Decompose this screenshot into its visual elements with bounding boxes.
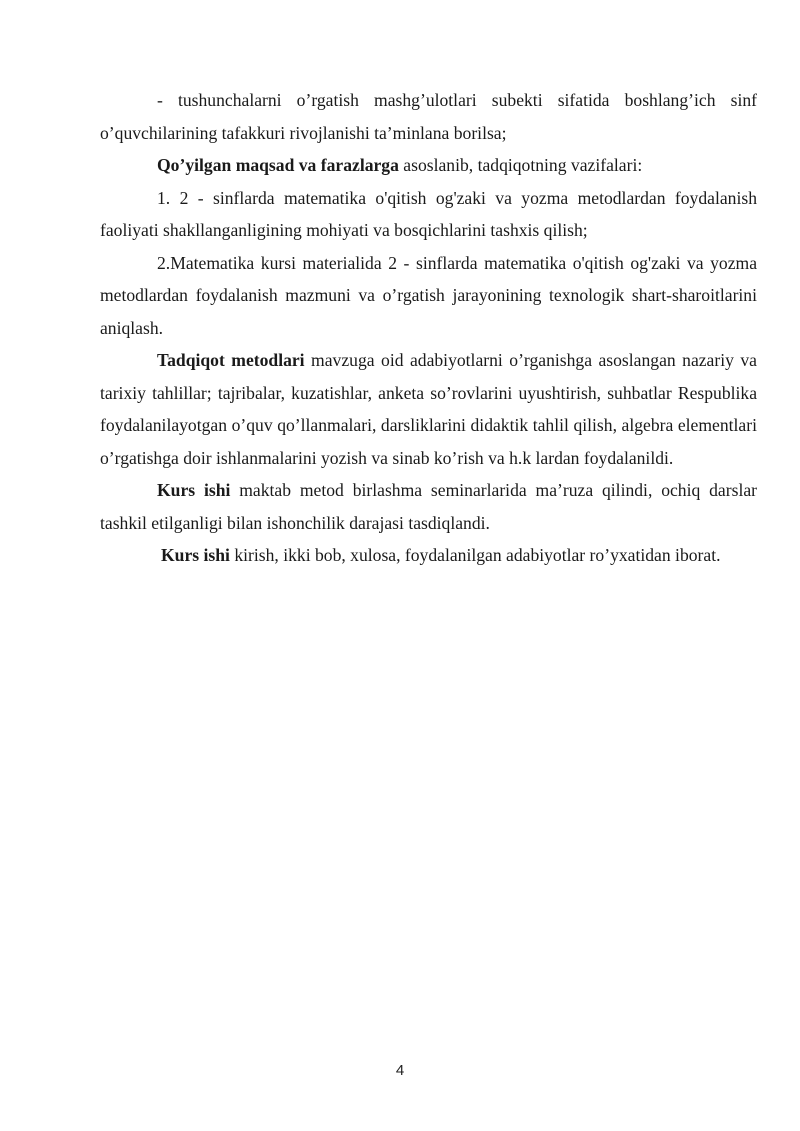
paragraph-bold-lead: Tadqiqot metodlari	[157, 350, 305, 370]
paragraph-bold-lead: Kurs ishi	[161, 545, 230, 565]
page-number: 4	[395, 1062, 405, 1079]
paragraph-research-methods	[100, 344, 757, 474]
document-body	[100, 84, 757, 572]
paragraph-text: kirish, ikki bob, xulosa, foydalanilgan adabiyotlar ro’yxatidan iborat.	[229, 545, 721, 565]
paragraph-approbation	[100, 474, 757, 539]
paragraph-text: asoslanib, tadqiqotning vazifalari:	[398, 155, 643, 175]
paragraph-tasks-intro	[100, 149, 757, 182]
paragraph-text: maktab metod birlashma seminarlarida ma’ruza qilindi, ochiq darslar tashkil etilganligi bilan ishonchilik darajasi tasdiqlandi.	[100, 480, 757, 533]
paragraph-hypothesis-item	[100, 84, 757, 149]
paragraph-bold-lead: Qo’yilgan maqsad va farazlarga	[157, 155, 399, 175]
paragraph-text: mavzuga oid adabiyotlarni o’rganishga asoslangan nazariy va tarixiy tahlillar; tajribalar, kuzatishlar, anketa so’rovlarini uyushtirish, suhbatlar Respublika foydalanilayotgan o’quv qo’llanmalari, darsliklarini didaktik tahlil qilish, algebra elementlari o’rgatishga doir ishlanmalarini yozish va sinab ko’rish va h.k lardan foydalanildi.	[100, 350, 757, 468]
paragraph-text: - tushunchalarni o’rgatish mashg’ulotlari subekti sifatida boshlang’ich sinf o’quvchilarining tafakkuri rivojlanishi ta’minlana borilsa;	[100, 90, 757, 143]
paragraph-text: 2.Matematika kursi materialida 2 - sinflarda matematika o'qitish og'zaki va yozma metodlardan foydalanish mazmuni va o’rgatish jarayonining texnologik shart-sharoitlarini aniqlash.	[100, 252, 757, 338]
paragraph-text: 1. 2 - sinflarda matematika o'qitish og'zaki va yozma metodlardan foydalanish faoliyati shakllanganligining mohiyati va bosqichlarini tashxis qilish;	[100, 187, 757, 240]
paragraph-structure	[100, 539, 757, 572]
paragraph-task-2	[100, 247, 757, 345]
paragraph-task-1	[100, 182, 757, 247]
paragraph-bold-lead: Kurs ishi	[157, 480, 231, 500]
